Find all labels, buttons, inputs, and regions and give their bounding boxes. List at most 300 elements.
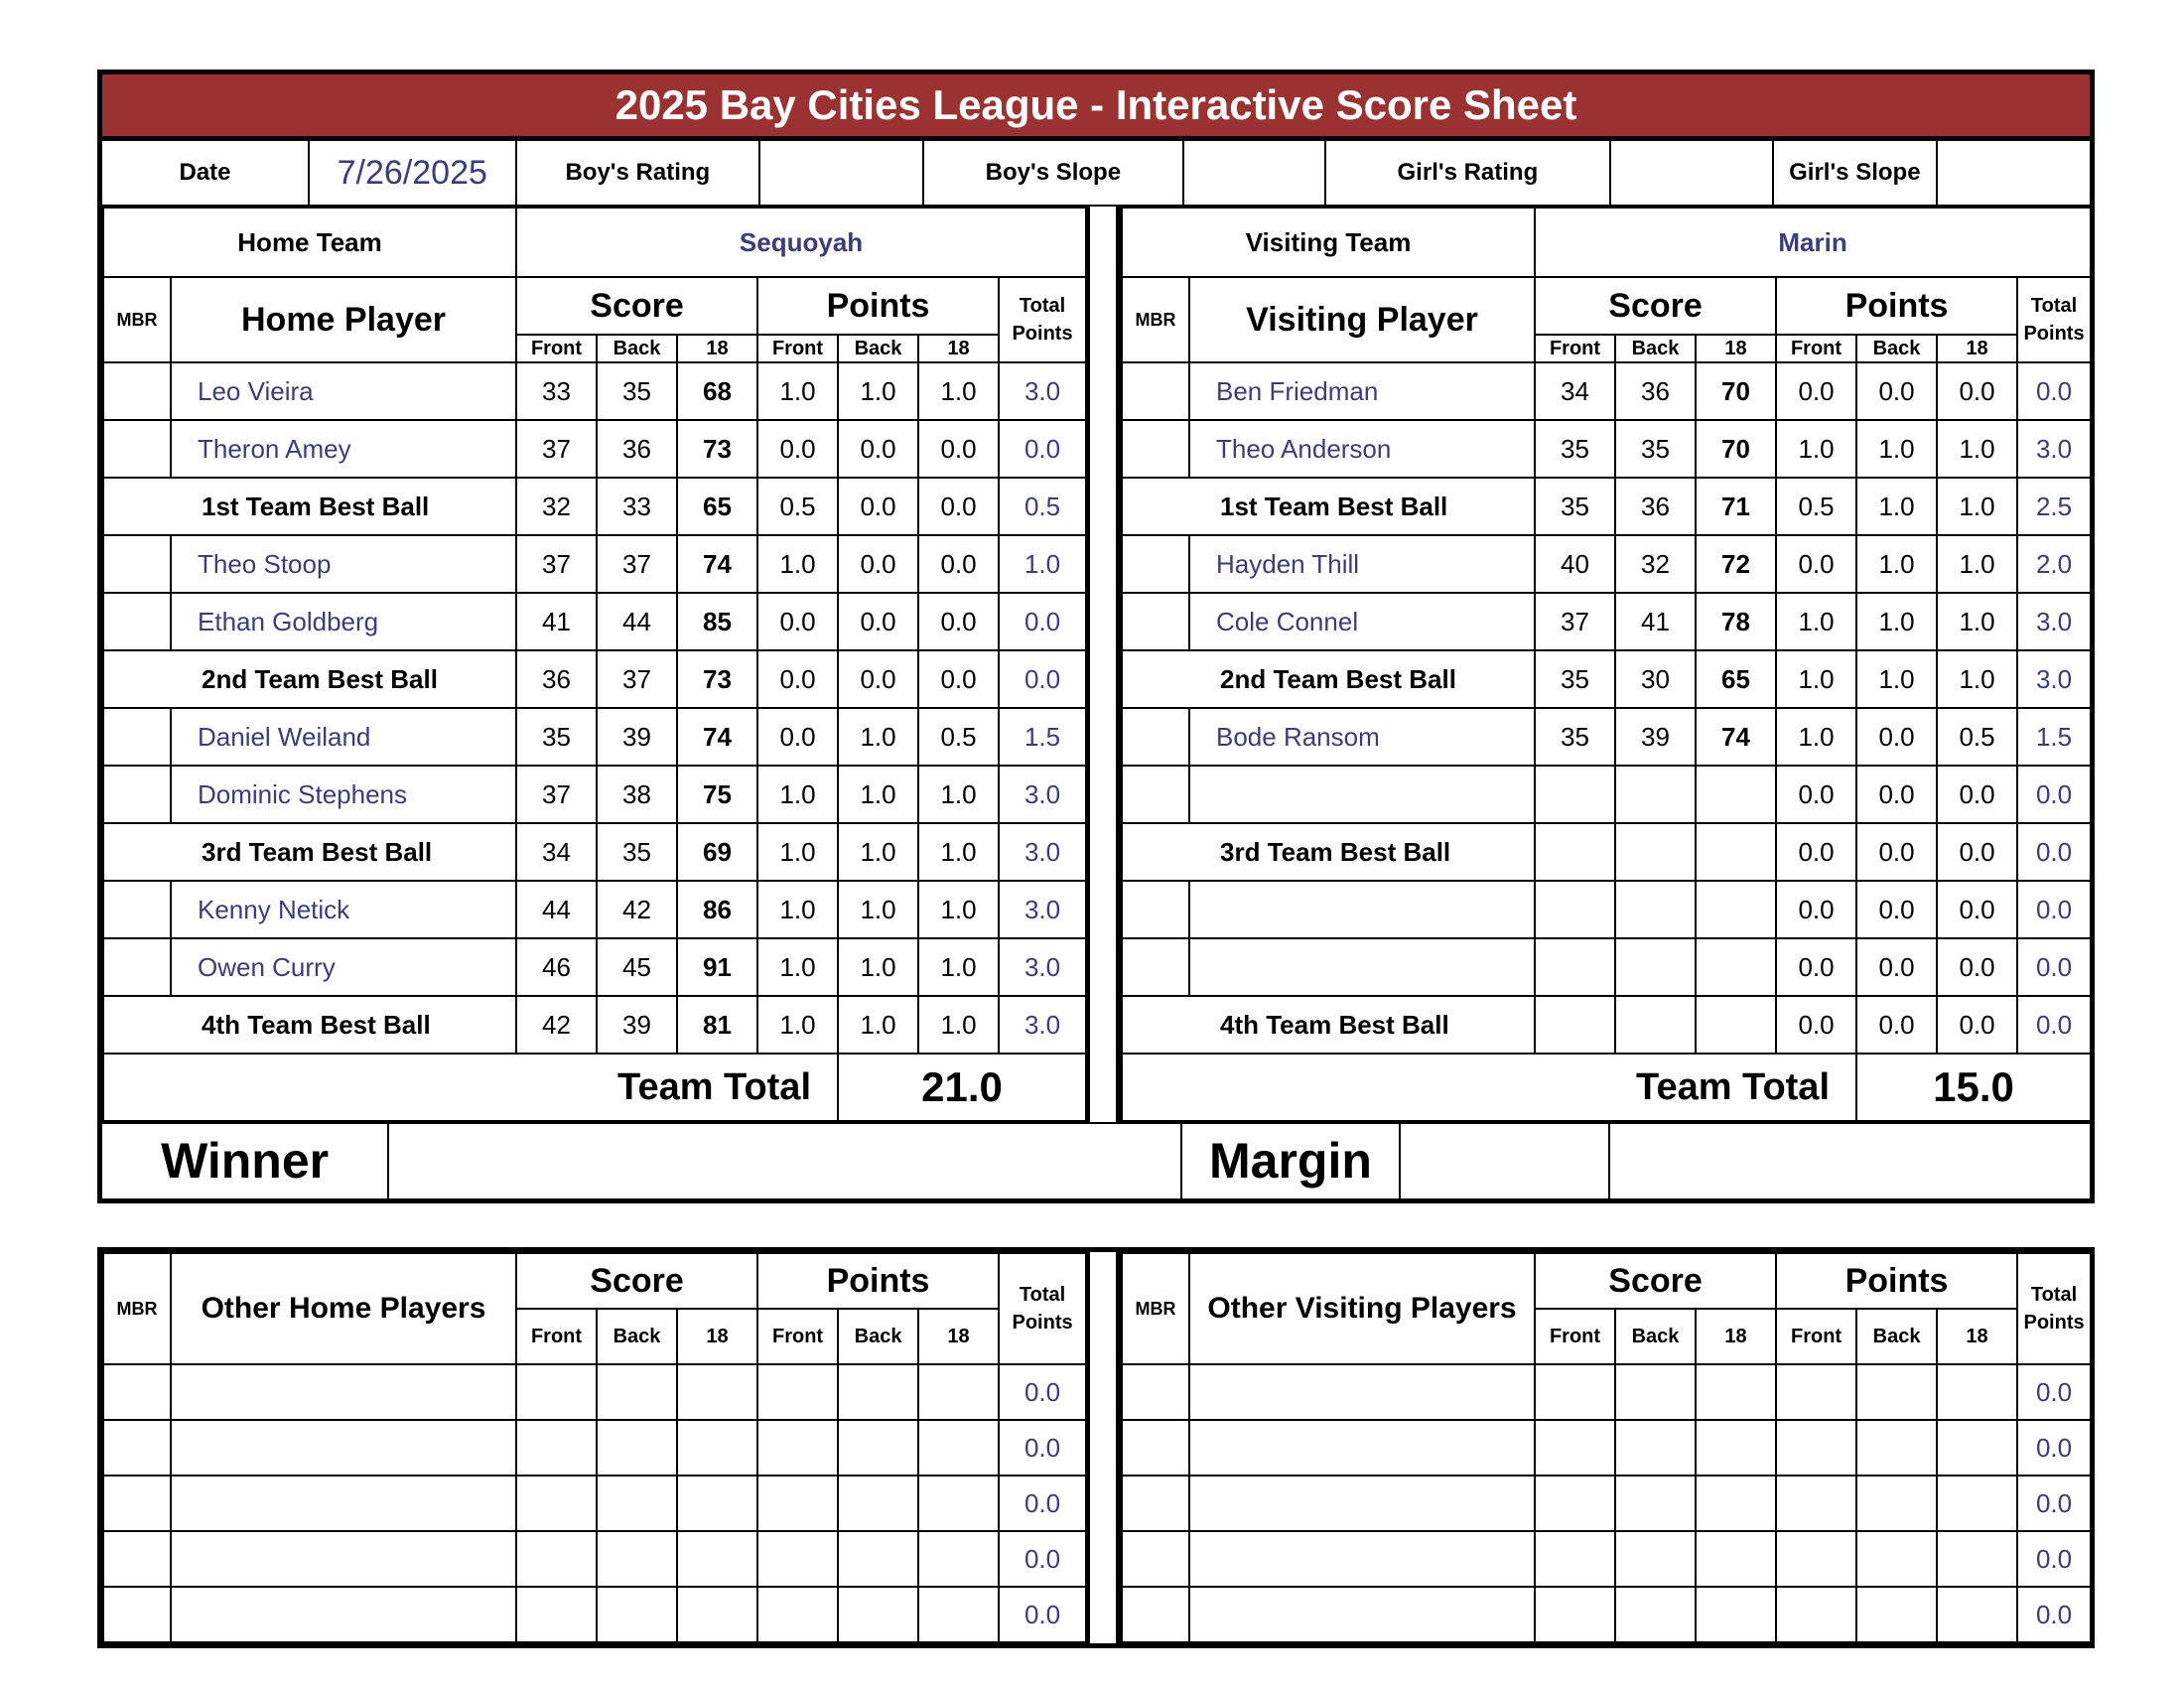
total-points-value: 3.0 [999, 938, 1086, 996]
back-points: 1.0 [838, 881, 918, 938]
mbr-checkbox[interactable] [103, 362, 171, 420]
total-points-value: 0.0 [2017, 881, 2091, 938]
back-score-field[interactable]: 39 [1615, 708, 1696, 766]
player-row [103, 420, 1086, 478]
18-points: 0.5 [1937, 708, 2017, 766]
player-name-field[interactable]: Daniel Weiland [171, 708, 516, 766]
points-front-header: Front [757, 335, 838, 362]
score-front-header: Front [516, 335, 597, 362]
back-points: 0.0 [1856, 881, 1937, 938]
mbr-checkbox[interactable] [1122, 881, 1189, 938]
back-points: 1.0 [1856, 535, 1937, 593]
player-row [1122, 362, 2091, 420]
total-points-value: 0.0 [2017, 1531, 2091, 1587]
player-name-field[interactable]: Theron Amey [171, 420, 516, 478]
player-row [1122, 535, 2091, 593]
18-points: 0.0 [918, 420, 999, 478]
other-player-name-field[interactable] [1189, 1531, 1535, 1587]
other-home-players-panel [97, 1252, 1090, 1643]
back-score-field[interactable]: 36 [1615, 478, 1696, 535]
front-points: 0.5 [757, 478, 838, 535]
mbr-checkbox[interactable] [1122, 1476, 1189, 1531]
home-team-name-field[interactable]: Sequoyah [516, 208, 1086, 277]
18-points: 1.0 [918, 996, 999, 1054]
18-points: 1.0 [918, 362, 999, 420]
front-score-field[interactable] [516, 1531, 597, 1587]
front-points: 1.0 [757, 881, 838, 938]
front-points: 1.0 [1776, 593, 1856, 650]
other-player-name-field[interactable] [171, 1587, 516, 1642]
front-score-field[interactable]: 32 [516, 478, 597, 535]
best-ball-label: 1st Team Best Ball [103, 478, 516, 535]
back-points: 1.0 [838, 708, 918, 766]
back-points: 0.0 [838, 420, 918, 478]
points-h18-header: 18 [1937, 335, 2017, 362]
player-name-field[interactable] [1189, 938, 1535, 996]
back-points [1856, 1587, 1937, 1642]
front-points: 1.0 [1776, 708, 1856, 766]
front-score-field[interactable] [1535, 1587, 1615, 1642]
mbr-checkbox[interactable] [103, 1531, 171, 1587]
total-points-value: 0.0 [2017, 766, 2091, 823]
total-points-value: 0.0 [999, 1531, 1086, 1587]
back-score-field[interactable]: 44 [597, 593, 677, 650]
back-score-field[interactable]: 32 [1615, 535, 1696, 593]
front-points [1776, 1364, 1856, 1420]
back-score-field[interactable] [597, 1364, 677, 1420]
total-points-value: 0.0 [999, 1476, 1086, 1531]
total-18-score: 65 [1696, 650, 1776, 708]
score-front-header: Front [1535, 1309, 1615, 1364]
mbr-checkbox[interactable] [103, 881, 171, 938]
mbr-checkbox[interactable] [1122, 1531, 1189, 1587]
points-front-header: Front [1776, 335, 1856, 362]
other-player-name-field[interactable] [1189, 1476, 1535, 1531]
player-name-field[interactable]: Owen Curry [171, 938, 516, 996]
front-score-field[interactable]: 40 [1535, 535, 1615, 593]
back-points: 1.0 [1856, 650, 1937, 708]
back-score-field[interactable]: 33 [597, 478, 677, 535]
18-points [918, 1364, 999, 1420]
front-points: 0.5 [1776, 478, 1856, 535]
other-player-row [1122, 1476, 2091, 1531]
player-name-field[interactable]: Hayden Thill [1189, 535, 1535, 593]
total-18-score: 69 [677, 823, 757, 881]
points-front-header: Front [1776, 1309, 1856, 1364]
front-score-field[interactable]: 36 [516, 650, 597, 708]
front-score-field[interactable]: 35 [1535, 650, 1615, 708]
visiting-team-label: Visiting Team [1122, 208, 1535, 277]
total-18-score [1696, 1420, 1776, 1476]
total-18-score: 78 [1696, 593, 1776, 650]
player-row [1122, 823, 2091, 881]
date-label: Date [100, 140, 310, 206]
player-name-field[interactable]: Dominic Stephens [171, 766, 516, 823]
18-points [1937, 1587, 2017, 1642]
total-points-value: 0.0 [2017, 1420, 2091, 1476]
front-points: 1.0 [757, 823, 838, 881]
mbr-checkbox[interactable] [1122, 1364, 1189, 1420]
front-points: 0.0 [757, 708, 838, 766]
mbr-checkbox[interactable] [1122, 938, 1189, 996]
back-score-field[interactable]: 39 [597, 708, 677, 766]
front-score-field[interactable]: 42 [516, 996, 597, 1054]
front-points [1776, 1420, 1856, 1476]
front-score-field[interactable]: 37 [516, 766, 597, 823]
player-name-field[interactable] [1189, 881, 1535, 938]
total-18-score [677, 1531, 757, 1587]
front-points: 0.0 [1776, 823, 1856, 881]
player-row [1122, 996, 2091, 1054]
back-points [1856, 1476, 1937, 1531]
front-points [757, 1420, 838, 1476]
total-18-score: 74 [677, 535, 757, 593]
back-score-field[interactable] [1615, 1364, 1696, 1420]
front-score-field[interactable] [1535, 766, 1615, 823]
other-players-header: Other Home Players [171, 1253, 516, 1364]
front-score-field[interactable] [516, 1364, 597, 1420]
18-points [1937, 1420, 2017, 1476]
front-score-field[interactable] [516, 1420, 597, 1476]
player-row [1122, 478, 2091, 535]
total-18-score: 85 [677, 593, 757, 650]
best-ball-label: 3rd Team Best Ball [103, 823, 516, 881]
other-player-name-field[interactable] [171, 1476, 516, 1531]
back-score-field[interactable]: 37 [597, 650, 677, 708]
player-name-field[interactable]: Cole Connel [1189, 593, 1535, 650]
other-player-row [1122, 1587, 2091, 1642]
player-row [103, 823, 1086, 881]
player-name-field[interactable]: Theo Anderson [1189, 420, 1535, 478]
front-points [757, 1587, 838, 1642]
points-h18-header: 18 [1937, 1309, 2017, 1364]
player-name-field[interactable]: Leo Vieira [171, 362, 516, 420]
front-score-field[interactable]: 35 [1535, 708, 1615, 766]
total-points-value: 0.0 [999, 1420, 1086, 1476]
best-ball-label: 4th Team Best Ball [1122, 996, 1535, 1054]
front-score-field[interactable]: 35 [1535, 420, 1615, 478]
player-name-field[interactable]: Ben Friedman [1189, 362, 1535, 420]
other-player-name-field[interactable] [1189, 1420, 1535, 1476]
18-points: 1.0 [1937, 478, 2017, 535]
total-points-value: 3.0 [2017, 593, 2091, 650]
mbr-checkbox[interactable] [1122, 708, 1189, 766]
other-player-name-field[interactable] [171, 1364, 516, 1420]
front-points [1776, 1531, 1856, 1587]
mbr-checkbox[interactable] [1122, 535, 1189, 593]
player-row [1122, 650, 2091, 708]
mbr-checkbox[interactable] [1122, 420, 1189, 478]
front-score-field[interactable]: 34 [516, 823, 597, 881]
back-score-field[interactable] [597, 1476, 677, 1531]
18-points: 0.0 [918, 535, 999, 593]
back-points [1856, 1364, 1937, 1420]
player-row [1122, 420, 2091, 478]
18-points [918, 1531, 999, 1587]
front-score-field[interactable]: 44 [516, 881, 597, 938]
score-back-header: Back [597, 335, 677, 362]
player-row [103, 766, 1086, 823]
back-points: 0.0 [838, 593, 918, 650]
front-points [1776, 1587, 1856, 1642]
back-score-field[interactable]: 45 [597, 938, 677, 996]
front-score-field[interactable]: 33 [516, 362, 597, 420]
total-18-score: 74 [1696, 708, 1776, 766]
back-points: 0.0 [838, 478, 918, 535]
front-score-field[interactable]: 37 [516, 420, 597, 478]
back-points: 0.0 [1856, 766, 1937, 823]
total-18-score [1696, 881, 1776, 938]
mbr-header: MBR [1122, 277, 1189, 362]
player-row [1122, 766, 2091, 823]
other-player-name-field[interactable] [171, 1531, 516, 1587]
mbr-header: MBR [103, 1253, 171, 1364]
back-score-field[interactable]: 38 [597, 766, 677, 823]
total-points-header: Total Points [999, 277, 1086, 362]
mbr-checkbox[interactable] [103, 766, 171, 823]
front-score-field[interactable]: 37 [516, 535, 597, 593]
boys-rating-field[interactable] [759, 140, 922, 206]
front-score-field[interactable] [516, 1587, 597, 1642]
points-back-header: Back [1856, 1309, 1937, 1364]
mbr-checkbox[interactable] [1122, 1587, 1189, 1642]
18-points: 0.0 [1937, 823, 2017, 881]
total-18-score [677, 1364, 757, 1420]
back-score-field[interactable]: 36 [597, 420, 677, 478]
total-18-score [1696, 938, 1776, 996]
score-h18-header: 18 [677, 1309, 757, 1364]
points-header: Points [1776, 277, 2017, 335]
back-points: 1.0 [838, 996, 918, 1054]
player-name-field[interactable]: Kenny Netick [171, 881, 516, 938]
total-18-score [1696, 996, 1776, 1054]
score-h18-header: 18 [677, 335, 757, 362]
front-points: 0.0 [1776, 362, 1856, 420]
mbr-checkbox[interactable] [1122, 593, 1189, 650]
mbr-checkbox[interactable] [103, 938, 171, 996]
score-header: Score [516, 1253, 757, 1309]
18-points: 1.0 [1937, 593, 2017, 650]
mbr-checkbox[interactable] [1122, 1420, 1189, 1476]
back-score-field[interactable] [1615, 881, 1696, 938]
back-score-field[interactable] [1615, 996, 1696, 1054]
mbr-checkbox[interactable] [103, 1476, 171, 1531]
other-player-row [103, 1587, 1086, 1642]
mbr-checkbox[interactable] [103, 593, 171, 650]
front-score-field[interactable] [1535, 1476, 1615, 1531]
front-score-field[interactable] [1535, 996, 1615, 1054]
back-score-field[interactable]: 35 [597, 362, 677, 420]
total-points-value: 0.0 [999, 650, 1086, 708]
total-points-header: Total Points [999, 1253, 1086, 1364]
front-score-field[interactable] [1535, 1420, 1615, 1476]
girls-slope-field[interactable] [1937, 140, 2092, 206]
visiting-player-header: Visiting Player [1189, 277, 1535, 362]
back-score-field[interactable]: 37 [597, 535, 677, 593]
back-points: 0.0 [838, 535, 918, 593]
front-points: 0.0 [757, 593, 838, 650]
front-points: 1.0 [757, 996, 838, 1054]
mbr-checkbox[interactable] [103, 708, 171, 766]
player-row [1122, 938, 2091, 996]
winner-field[interactable] [388, 1123, 1181, 1200]
date-field[interactable]: 7/26/2025 [309, 140, 516, 206]
front-points [757, 1531, 838, 1587]
other-player-name-field[interactable] [1189, 1587, 1535, 1642]
back-score-field[interactable]: 36 [1615, 362, 1696, 420]
score-back-header: Back [597, 1309, 677, 1364]
player-name-field[interactable]: Ethan Goldberg [171, 593, 516, 650]
team-total-label: Team Total [1122, 1054, 1856, 1121]
back-score-field[interactable]: 41 [1615, 593, 1696, 650]
back-score-field[interactable]: 42 [597, 881, 677, 938]
player-name-field[interactable]: Theo Stoop [171, 535, 516, 593]
back-points [838, 1364, 918, 1420]
18-points [1937, 1476, 2017, 1531]
total-18-score [1696, 823, 1776, 881]
boys-slope-field[interactable] [1183, 140, 1324, 206]
18-points: 0.0 [1937, 362, 2017, 420]
back-score-field[interactable] [1615, 1476, 1696, 1531]
points-header: Points [757, 277, 999, 335]
score-front-header: Front [516, 1309, 597, 1364]
margin-field[interactable] [1400, 1123, 1610, 1200]
front-points: 1.0 [1776, 650, 1856, 708]
other-divider [1090, 1252, 1116, 1643]
team-panels [97, 207, 2095, 1122]
visiting-team-name-field[interactable]: Marin [1535, 208, 2091, 277]
other-visiting-players-panel [1116, 1252, 2095, 1643]
player-row [103, 593, 1086, 650]
mbr-checkbox[interactable] [103, 1364, 171, 1420]
front-score-field[interactable]: 35 [1535, 478, 1615, 535]
best-ball-label: 2nd Team Best Ball [103, 650, 516, 708]
total-points-header: Total Points [2017, 1253, 2091, 1364]
front-score-field[interactable]: 41 [516, 593, 597, 650]
total-points-value: 0.0 [999, 1364, 1086, 1420]
player-row [103, 881, 1086, 938]
home-player-header: Home Player [171, 277, 516, 362]
back-points: 0.0 [1856, 362, 1937, 420]
front-score-field[interactable]: 46 [516, 938, 597, 996]
back-score-field[interactable]: 39 [597, 996, 677, 1054]
18-points [918, 1476, 999, 1531]
total-18-score [1696, 1364, 1776, 1420]
back-points: 1.0 [1856, 420, 1937, 478]
result-blank-cell [1609, 1123, 2092, 1200]
front-score-field[interactable] [1535, 1531, 1615, 1587]
back-score-field[interactable]: 35 [597, 823, 677, 881]
back-score-field[interactable] [1615, 1587, 1696, 1642]
front-points [757, 1364, 838, 1420]
total-points-value: 3.0 [999, 996, 1086, 1054]
back-score-field[interactable] [1615, 766, 1696, 823]
18-points [918, 1587, 999, 1642]
best-ball-label: 3rd Team Best Ball [1122, 823, 1535, 881]
18-points: 1.0 [918, 823, 999, 881]
total-points-value: 3.0 [999, 881, 1086, 938]
front-points: 0.0 [1776, 766, 1856, 823]
front-score-field[interactable] [516, 1476, 597, 1531]
18-points [918, 1420, 999, 1476]
front-points: 0.0 [757, 420, 838, 478]
total-points-value: 0.0 [999, 420, 1086, 478]
back-score-field[interactable] [1615, 1531, 1696, 1587]
mbr-checkbox[interactable] [1122, 766, 1189, 823]
total-18-score [1696, 1476, 1776, 1531]
total-points-value: 0.0 [2017, 938, 2091, 996]
front-points: 1.0 [757, 535, 838, 593]
back-score-field[interactable] [1615, 1420, 1696, 1476]
front-score-field[interactable]: 37 [1535, 593, 1615, 650]
other-players-section [97, 1247, 2095, 1648]
front-points: 0.0 [1776, 881, 1856, 938]
front-points: 0.0 [1776, 535, 1856, 593]
player-name-field[interactable] [1189, 766, 1535, 823]
points-back-header: Back [1856, 335, 1937, 362]
player-row [1122, 708, 2091, 766]
front-points: 1.0 [1776, 420, 1856, 478]
back-score-field[interactable] [597, 1531, 677, 1587]
back-score-field[interactable]: 35 [1615, 420, 1696, 478]
front-score-field[interactable] [1535, 1364, 1615, 1420]
points-h18-header: 18 [918, 335, 999, 362]
total-18-score: 73 [677, 650, 757, 708]
girls-rating-field[interactable] [1610, 140, 1772, 206]
front-points: 0.0 [1776, 938, 1856, 996]
front-score-field[interactable] [1535, 881, 1615, 938]
total-18-score: 68 [677, 362, 757, 420]
other-player-name-field[interactable] [171, 1420, 516, 1476]
total-18-score: 73 [677, 420, 757, 478]
total-18-score: 72 [1696, 535, 1776, 593]
player-row [103, 362, 1086, 420]
mbr-checkbox[interactable] [103, 1587, 171, 1642]
back-score-field[interactable] [597, 1587, 677, 1642]
total-points-value: 3.0 [2017, 650, 2091, 708]
mbr-checkbox[interactable] [103, 535, 171, 593]
score-header: Score [516, 277, 757, 335]
back-score-field[interactable]: 30 [1615, 650, 1696, 708]
mbr-checkbox[interactable] [103, 420, 171, 478]
back-points: 1.0 [1856, 593, 1937, 650]
player-name-field[interactable]: Bode Ransom [1189, 708, 1535, 766]
winner-label: Winner [100, 1123, 389, 1200]
total-18-score: 71 [1696, 478, 1776, 535]
back-score-field[interactable] [597, 1420, 677, 1476]
front-score-field[interactable]: 34 [1535, 362, 1615, 420]
score-header: Score [1535, 1253, 1776, 1309]
back-score-field[interactable] [1615, 938, 1696, 996]
mbr-checkbox[interactable] [103, 1420, 171, 1476]
player-row [103, 535, 1086, 593]
margin-label: Margin [1181, 1123, 1400, 1200]
18-points [1937, 1364, 2017, 1420]
mbr-checkbox[interactable] [1122, 362, 1189, 420]
front-points: 1.0 [757, 938, 838, 996]
front-score-field[interactable] [1535, 938, 1615, 996]
other-player-name-field[interactable] [1189, 1364, 1535, 1420]
total-18-score [1696, 766, 1776, 823]
total-18-score: 91 [677, 938, 757, 996]
visiting-panel [1116, 207, 2095, 1122]
18-points: 0.0 [1937, 881, 2017, 938]
18-points: 0.0 [1937, 996, 2017, 1054]
back-score-field[interactable] [1615, 823, 1696, 881]
front-score-field[interactable] [1535, 823, 1615, 881]
18-points: 0.0 [918, 650, 999, 708]
front-score-field[interactable]: 35 [516, 708, 597, 766]
